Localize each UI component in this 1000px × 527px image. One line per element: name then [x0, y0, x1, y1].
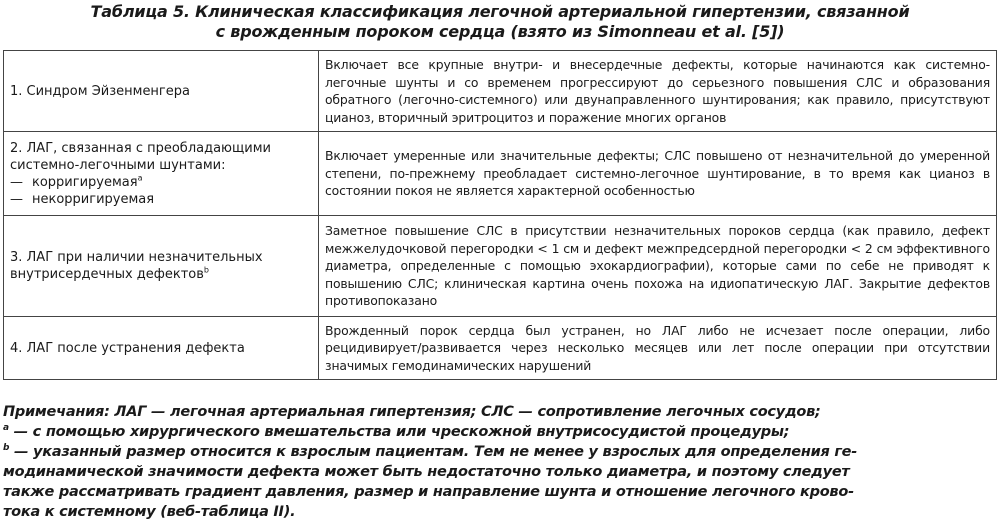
row-description: Заметное повышение СЛС в присутствии незначительных пороков сердца (как правило, дефект межжелудочковой перегородки < 1 см и дефект межпредсердной перегородки < 2 см эффективного диаметра, определенные с помощью эхокардиографии), которые сами по себе не приводят к повышению СЛС; клиническая картина очень похожа на идиопатическую ЛАГ. Закрытие дефектов противопоказано — [319, 216, 997, 317]
table-caption — [0, 2, 1000, 42]
footnote-text: — указанный размер относится к взрослым пациентам. Тем не менее у взрослых для определения ге- — [9, 444, 858, 460]
caption-line-1: Таблица 5. Клиническая классификация легочной артериальной гипертензии, связанной — [90, 2, 910, 21]
notes-line: модинамической значимости дефекта может быть недостаточно только диаметра, и поэтому следует — [3, 464, 850, 480]
notes-line: Примечания: ЛАГ — легочная артериальная гипертензия; СЛС — сопротивление легочных сосудов; — [3, 404, 821, 420]
caption-line-2: с врожденным пороком сердца (взято из Simonneau et al. [5]) — [215, 22, 785, 41]
row-subitem — [10, 191, 312, 208]
classification-table — [3, 50, 997, 380]
subitem-text: корригируемая — [32, 174, 138, 190]
row-title-text: внутрисердечных дефектов — [10, 267, 204, 282]
table-row — [4, 317, 997, 380]
row-title: 4. ЛАГ после устранения дефекта — [10, 340, 245, 356]
table-notes — [3, 402, 997, 522]
footnote-mark: a — [137, 173, 143, 183]
dash: — — [10, 191, 23, 207]
row-title-cell — [4, 132, 319, 216]
row-title-line: 2. ЛАГ, связанная с преобладающими — [10, 140, 271, 156]
table-row — [4, 51, 997, 132]
footnote-mark: a — [3, 423, 9, 434]
row-title-line: системно-легочными шунтами: — [10, 157, 226, 173]
dash: — — [10, 174, 23, 190]
row-title-cell — [4, 51, 319, 132]
row-description: Включает все крупные внутри- и внесердечные дефекты, которые начинаются как системно-легочные шунты и со временем прогрессируют до серьезного повышения СЛС и образования обратного (легочно-системного) или двунаправленного шунтирования; как правило, присутствуют цианоз, вторичный эритроцитоз и поражение многих органов — [319, 51, 997, 132]
notes-line — [3, 442, 997, 462]
table-row — [4, 216, 997, 317]
footnote-mark: b — [203, 265, 209, 275]
footnote-text: — с помощью хирургического вмешательства или чрескожной внутрисосудистой процедуры; — [8, 424, 790, 440]
row-title-cell — [4, 317, 319, 380]
table-row — [4, 132, 997, 216]
row-title-line — [10, 266, 312, 283]
notes-line — [3, 422, 997, 442]
subitem-text: некорригируемая — [32, 191, 155, 207]
row-title-cell — [4, 216, 319, 317]
row-subitem — [10, 174, 312, 191]
row-description: Врожденный порок сердца был устранен, но ЛАГ либо не исчезает после операции, либо рецидивирует/развивается через несколько месяцев или лет после операции при отсутствии значимых гемодинамических нарушений — [319, 317, 997, 380]
row-description: Включает умеренные или значительные дефекты; СЛС повышено от незначительной до умеренной степени, по-прежнему преобладает системно-легочное шунтирование, в то время как цианоз в состоянии покоя не является характерной особенностью — [319, 132, 997, 216]
row-title: 1. Синдром Эйзенменгера — [10, 83, 190, 99]
notes-line: тока к системному (веб-таблица II). — [3, 504, 296, 520]
row-title-line: 3. ЛАГ при наличии незначительных — [10, 250, 263, 265]
notes-line: также рассматривать градиент давления, размер и направление шунта и отношение легочного крово- — [3, 484, 854, 500]
footnote-mark: b — [3, 443, 10, 454]
